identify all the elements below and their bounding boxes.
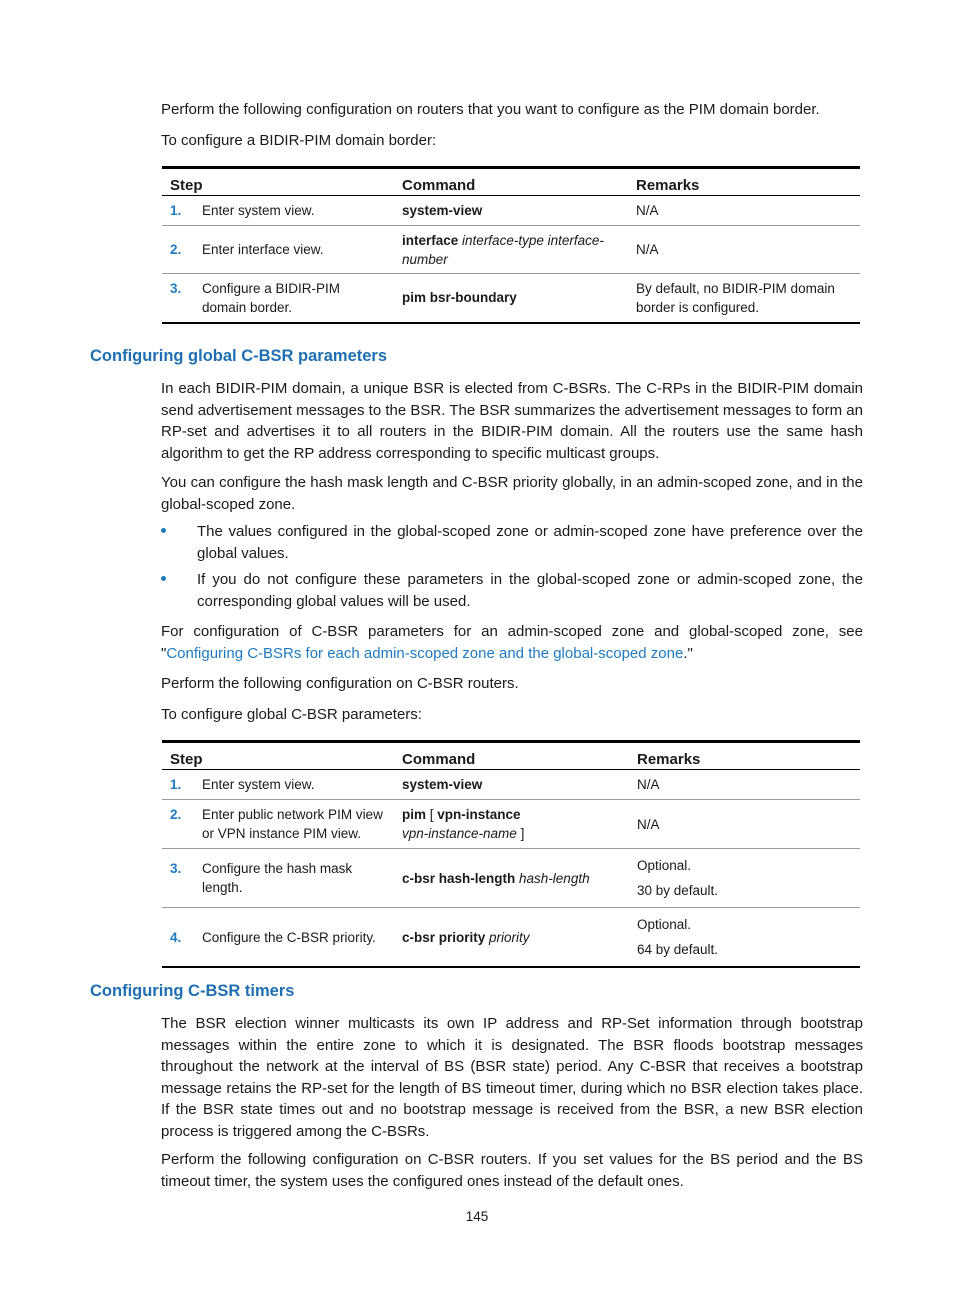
table1-caption: To configure a BIDIR-PIM domain border:	[161, 132, 437, 149]
command-keyword: pim bsr-boundary	[402, 290, 517, 306]
command-argument: vpn-instance-name	[402, 826, 517, 841]
command-argument: hash-length	[519, 870, 590, 886]
step-description: Enter system view.	[202, 203, 315, 218]
step-description: Configure a BIDIR-PIM domain border.	[202, 280, 341, 315]
table-row	[162, 800, 860, 849]
remark: N/A	[629, 770, 860, 800]
step-number: 1.	[170, 777, 182, 792]
intro-paragraph: Perform the following configuration on routers that you want to configure as the PIM domain border.	[161, 101, 820, 118]
command-keyword: c-bsr hash-length	[402, 870, 516, 886]
cbsr-intro-paragraph: In each BIDIR-PIM domain, a unique BSR is elected from C-BSRs. The C-RPs in the BIDIR-PIM domain send advertisement messages to the BSR. The BSR summarizes the advertisement messages to form an RP-set and advertises it to all routers in the BIDIR-PIM domain. All the routers use the same hash algorithm to get the RP address corresponding to specific multicast groups.	[161, 380, 863, 462]
column-header-command: Command	[394, 742, 629, 770]
column-header-step: Step	[162, 168, 394, 196]
table-row	[162, 226, 860, 274]
step-number: 3.	[170, 280, 182, 296]
remark: Optional.	[637, 917, 692, 932]
bullet-icon	[161, 576, 166, 581]
section-heading-global-cbsr: Configuring global C-BSR parameters	[90, 347, 388, 365]
table-row	[162, 770, 860, 800]
remark-default: 64 by default.	[637, 942, 719, 957]
step-description: Enter interface view.	[202, 242, 324, 257]
cbsr-router-paragraph: Perform the following configuration on C-BSR routers.	[161, 675, 519, 692]
bidir-pim-border-table	[162, 166, 860, 324]
step-number: 2.	[170, 242, 182, 257]
column-header-step: Step	[162, 742, 394, 770]
cross-reference-paragraph	[161, 621, 863, 664]
command-argument: interface-type interface-number	[402, 232, 604, 267]
step-description: Configure the C-BSR priority.	[202, 929, 376, 945]
step-number: 2.	[170, 807, 182, 822]
command-keyword: interface	[402, 232, 459, 248]
remark: N/A	[629, 800, 860, 849]
command-keyword: system-view	[402, 203, 483, 218]
cbsr-timers-config-paragraph: Perform the following configuration on C-BSR routers. If you set values for the BS period and the BS timeout timer, the system uses the configured ones instead of the default ones.	[161, 1151, 863, 1190]
step-number: 1.	[170, 203, 182, 218]
step-description: Configure the hash mask length.	[202, 861, 353, 895]
table-row	[162, 196, 860, 226]
table2-caption: To configure global C-BSR parameters:	[161, 706, 422, 723]
table-row	[162, 274, 860, 323]
page-number: 145	[465, 1209, 489, 1224]
column-header-remarks: Remarks	[628, 168, 860, 196]
table-row	[162, 849, 860, 908]
command-bracket: ]	[516, 826, 525, 841]
cbsr-scope-paragraph: You can configure the hash mask length and C-BSR priority globally, in an admin-scoped zone, and in the global-scoped zone.	[161, 474, 863, 513]
remark: N/A	[628, 196, 860, 226]
remark: Optional.	[637, 858, 692, 873]
cross-reference-lead: For configuration of C-BSR parameters for an admin-scoped zone and global-scoped zone, see "	[161, 623, 863, 662]
command-keyword: c-bsr priority	[402, 929, 486, 945]
list-item	[161, 569, 863, 612]
remark-default: 30 by default.	[637, 883, 719, 898]
table-row	[162, 908, 860, 968]
remark: By default, no BIDIR-PIM domain border is configured.	[628, 274, 860, 323]
column-header-command: Command	[394, 168, 628, 196]
list-item-text: If you do not configure these parameters in the global-scoped zone or admin-scoped zone, the corresponding global values will be used.	[197, 571, 863, 610]
cross-reference-tail: ."	[683, 644, 693, 662]
list-item	[161, 521, 863, 564]
step-description: Enter system view.	[202, 777, 315, 792]
cbsr-timers-paragraph: The BSR election winner multicasts its own IP address and RP-Set information through bootstrap messages within the entire zone to which it is designated. The BSR floods bootstrap messages throughout the network at the interval of BS (BSR state) period. Any C-BSR that receives a bootstrap message retains the RP-set for the length of BS timeout timer, during which no BSR election takes place. If the BSR state times out and no bootstrap message is received from the BSR, a new BSR election process is triggered among the C-BSRs.	[161, 1015, 863, 1140]
step-number: 3.	[170, 861, 182, 876]
section-heading-cbsr-timers: Configuring C-BSR timers	[90, 982, 295, 1000]
command-bracket: [	[426, 807, 438, 822]
cross-reference-link[interactable]: Configuring C-BSRs for each admin-scoped zone and the global-scoped zone	[166, 644, 684, 662]
command-keyword: vpn-instance	[437, 807, 521, 822]
list-item-text: The values configured in the global-scoped zone or admin-scoped zone have preference over the global values.	[197, 523, 863, 562]
global-cbsr-table	[162, 740, 860, 968]
command-keyword: system-view	[402, 777, 483, 792]
remark: N/A	[628, 226, 860, 274]
step-description: Enter public network PIM view or VPN instance PIM view.	[202, 807, 383, 841]
bullet-icon	[161, 528, 166, 533]
step-number: 4.	[170, 929, 182, 945]
command-keyword: pim	[402, 807, 427, 822]
command-argument: priority	[489, 929, 530, 945]
column-header-remarks: Remarks	[629, 742, 860, 770]
